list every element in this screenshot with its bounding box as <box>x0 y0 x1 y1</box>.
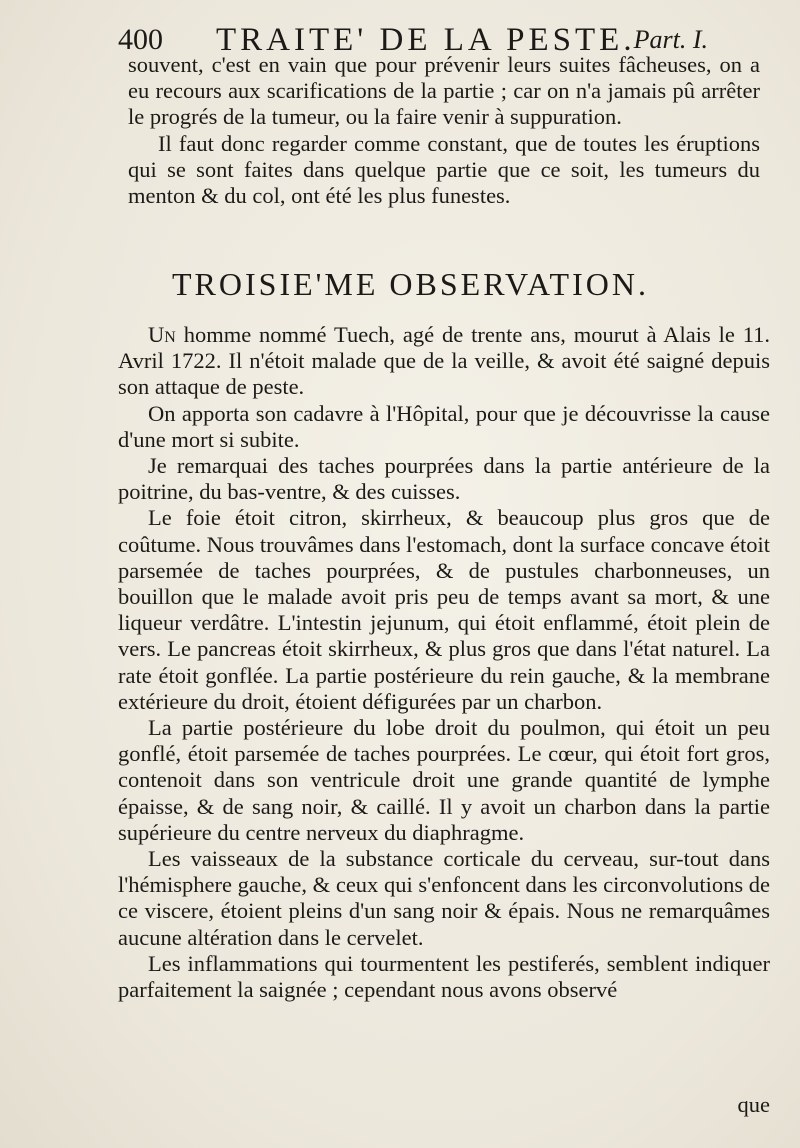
observation-paragraph-2: On apporta son cadavre à l'Hôpital, pour que je découvrisse la cause d'une mort si subite. <box>118 400 770 452</box>
observation-paragraph-3: Je remarquai des taches pourprées dans la partie antérieure de la poitrine, du bas-ventre, & des cuisses. <box>118 453 770 505</box>
opening-small-caps: Un <box>148 322 176 347</box>
observation-paragraph-5: La partie postérieure du lobe droit du poulmon, qui étoit un peu gonflé, étoit parsemée de taches pourprées. Le cœur, qui étoit fort gros, contenoit dans son ventricule droit une grande quantité de lymphe épaisse, & de sang noir, & caillé. Il y avoit un charbon dans la partie supérieure du centre nerveux du diaphragme. <box>118 715 770 845</box>
running-title: TRAITE' DE LA PESTE. <box>216 22 636 58</box>
observation-paragraph-4: Le foie étoit citron, skirrheux, & beaucoup plus gros que de coûtume. Nous trouvâmes dans l'estomach, dont la surface concave étoit parsemée de taches pourprées, & de pustules charbonneuses, un bouillon que le malade avoit pris peu de temps avant sa mort, & une liqueur verdâtre. L'intestin jejunum, qui étoit enflammé, étoit plein de vers. Le pancreas étoit skirrheux, & plus gros que dans l'état naturel. La rate étoit gonflée. La partie postérieure du rein gauche, & la membrane extérieure du droit, étoient défigurées par un charbon. <box>118 505 770 714</box>
intro-paragraph-1: souvent, c'est en vain que pour prévenir leurs suites fâcheuses, on a eu recours aux scarifications de la partie ; car on n'a jamais pû arrêter le progrés de la tumeur, ou la faire venir à suppuration. <box>128 52 760 130</box>
observation-paragraph-1 <box>118 322 770 401</box>
catchword: que <box>737 1092 770 1117</box>
observation-paragraph-6: Les vaisseaux de la substance corticale du cerveau, sur-tout dans l'hémisphere gauche, & ceux qui s'enfoncent dans les circonvolutions de ce viscere, étoient pleins d'un sang noir & épais. Nous ne remarquâmes aucune altération dans le cervelet. <box>118 846 770 950</box>
observation-text <box>118 322 770 1003</box>
observation-paragraph-7: Les inflammations qui tourmentent les pestiferés, semblent indiquer parfaitement la saignée ; cependant nous avons observé <box>118 950 770 1003</box>
page-number: 400 <box>118 23 163 56</box>
intro-text <box>128 52 760 209</box>
observation-paragraph-1-rest: homme nommé Tuech, agé de trente ans, mourut à Alais le 11. Avril 1722. Il n'étoit malade que de la veille, & avoit été saigné depuis son attaque de peste. <box>118 322 770 400</box>
intro-paragraph-2: Il faut donc regarder comme constant, que de toutes les éruptions qui se sont faites dans quelque partie que ce soit, les tumeurs du menton & du col, ont été les plus funestes. <box>128 130 760 209</box>
section-title: TROISIE'ME OBSERVATION. <box>172 266 649 302</box>
part-label: Part. I. <box>633 25 708 54</box>
